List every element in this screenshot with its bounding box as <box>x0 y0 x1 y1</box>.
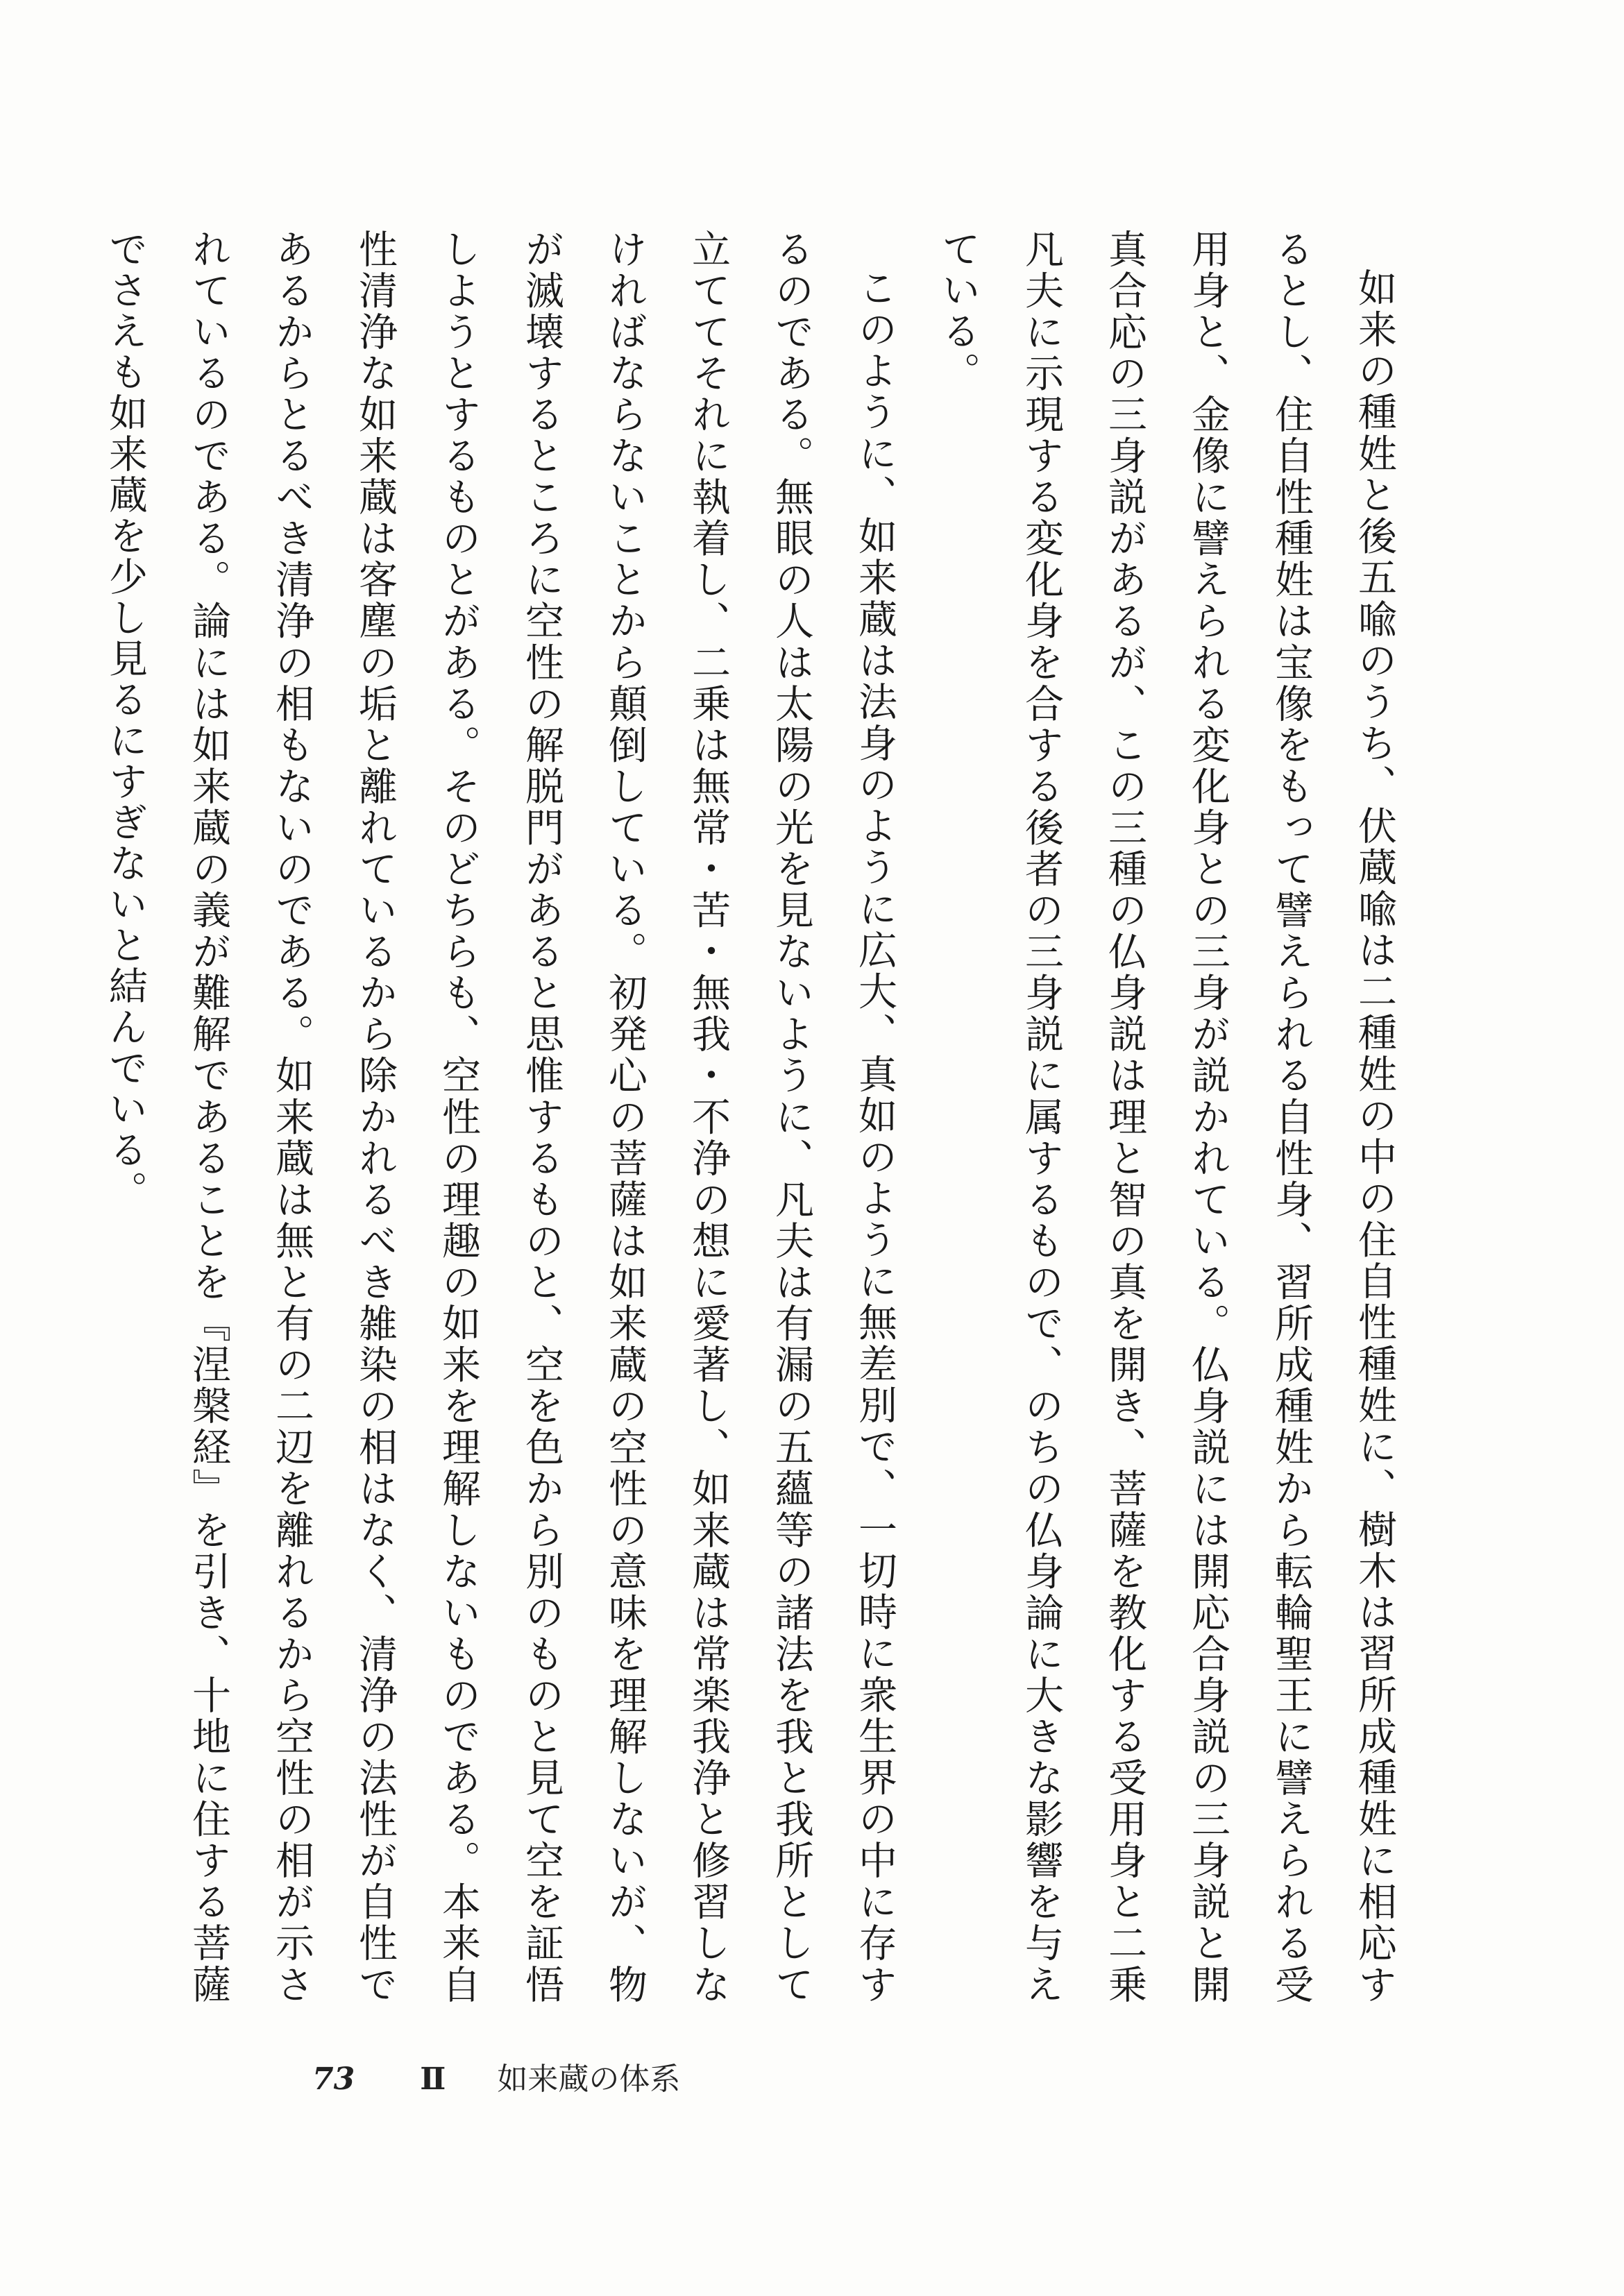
paragraph-trikaya: 如来の種姓と後五喩のうち、伏蔵喩は二種姓の中の住自性種姓に、樹木は習所成種姓に相応するとし、住自性種姓は宝像をもって譬えられる自性身、習所成種姓から転輪聖王に譬えられる受用身と、金像に譬えられる変化身との三身が説かれている。仏身説には開応合身説の三身説と開真合応の三身説があるが、この三種の仏身説は理と智の真を開き、菩薩を教化する受用身と二乗凡夫に示現する変化身を合する後者の三身説に属するもので、のちの仏身論に大きな影響を与えている。 <box>936 229 1397 2006</box>
part-title: 如来蔵の体系 <box>497 2061 681 2097</box>
paragraph-tathagatagarbha-emptiness: このように、如来蔵は法身のように広大、真如のように無差別で、一切時に衆生界の中に存するのである。無眼の人は太陽の光を見ないように、凡夫は有漏の五蘊等の諸法を我と我所として立ててそれに執着し、二乗は無常・苦・無我・不浄の想に愛著し、如来蔵は常楽我浄と修習しなければならないことから顛倒している。初発心の菩薩は如来蔵の空性の意味を理解しないが、物が滅壊するところに空性の解脱門があると思惟するものと、空を色から別のものと見て空を証悟しようとするものとがある。そのどちらも、空性の理趣の如来を理解しないものである。本来自性清浄な如来蔵は客塵の垢と離れているから除かれるべき雑染の相はなく、清浄の法性が自性であるからとるべき清浄の相もないのである。如来蔵は無と有の二辺を離れるから空性の相が示されているのである。論には如来蔵の義が難解であることを『涅槃経』を引き、十地に住する菩薩でさえも如来蔵を少し見るにすぎないと結んでいる。 <box>103 229 897 2005</box>
part-numeral: Ⅱ <box>420 2061 446 2097</box>
page-footer <box>312 2054 680 2098</box>
page-number: 73 <box>312 2061 355 2097</box>
body-text <box>103 229 1416 2006</box>
